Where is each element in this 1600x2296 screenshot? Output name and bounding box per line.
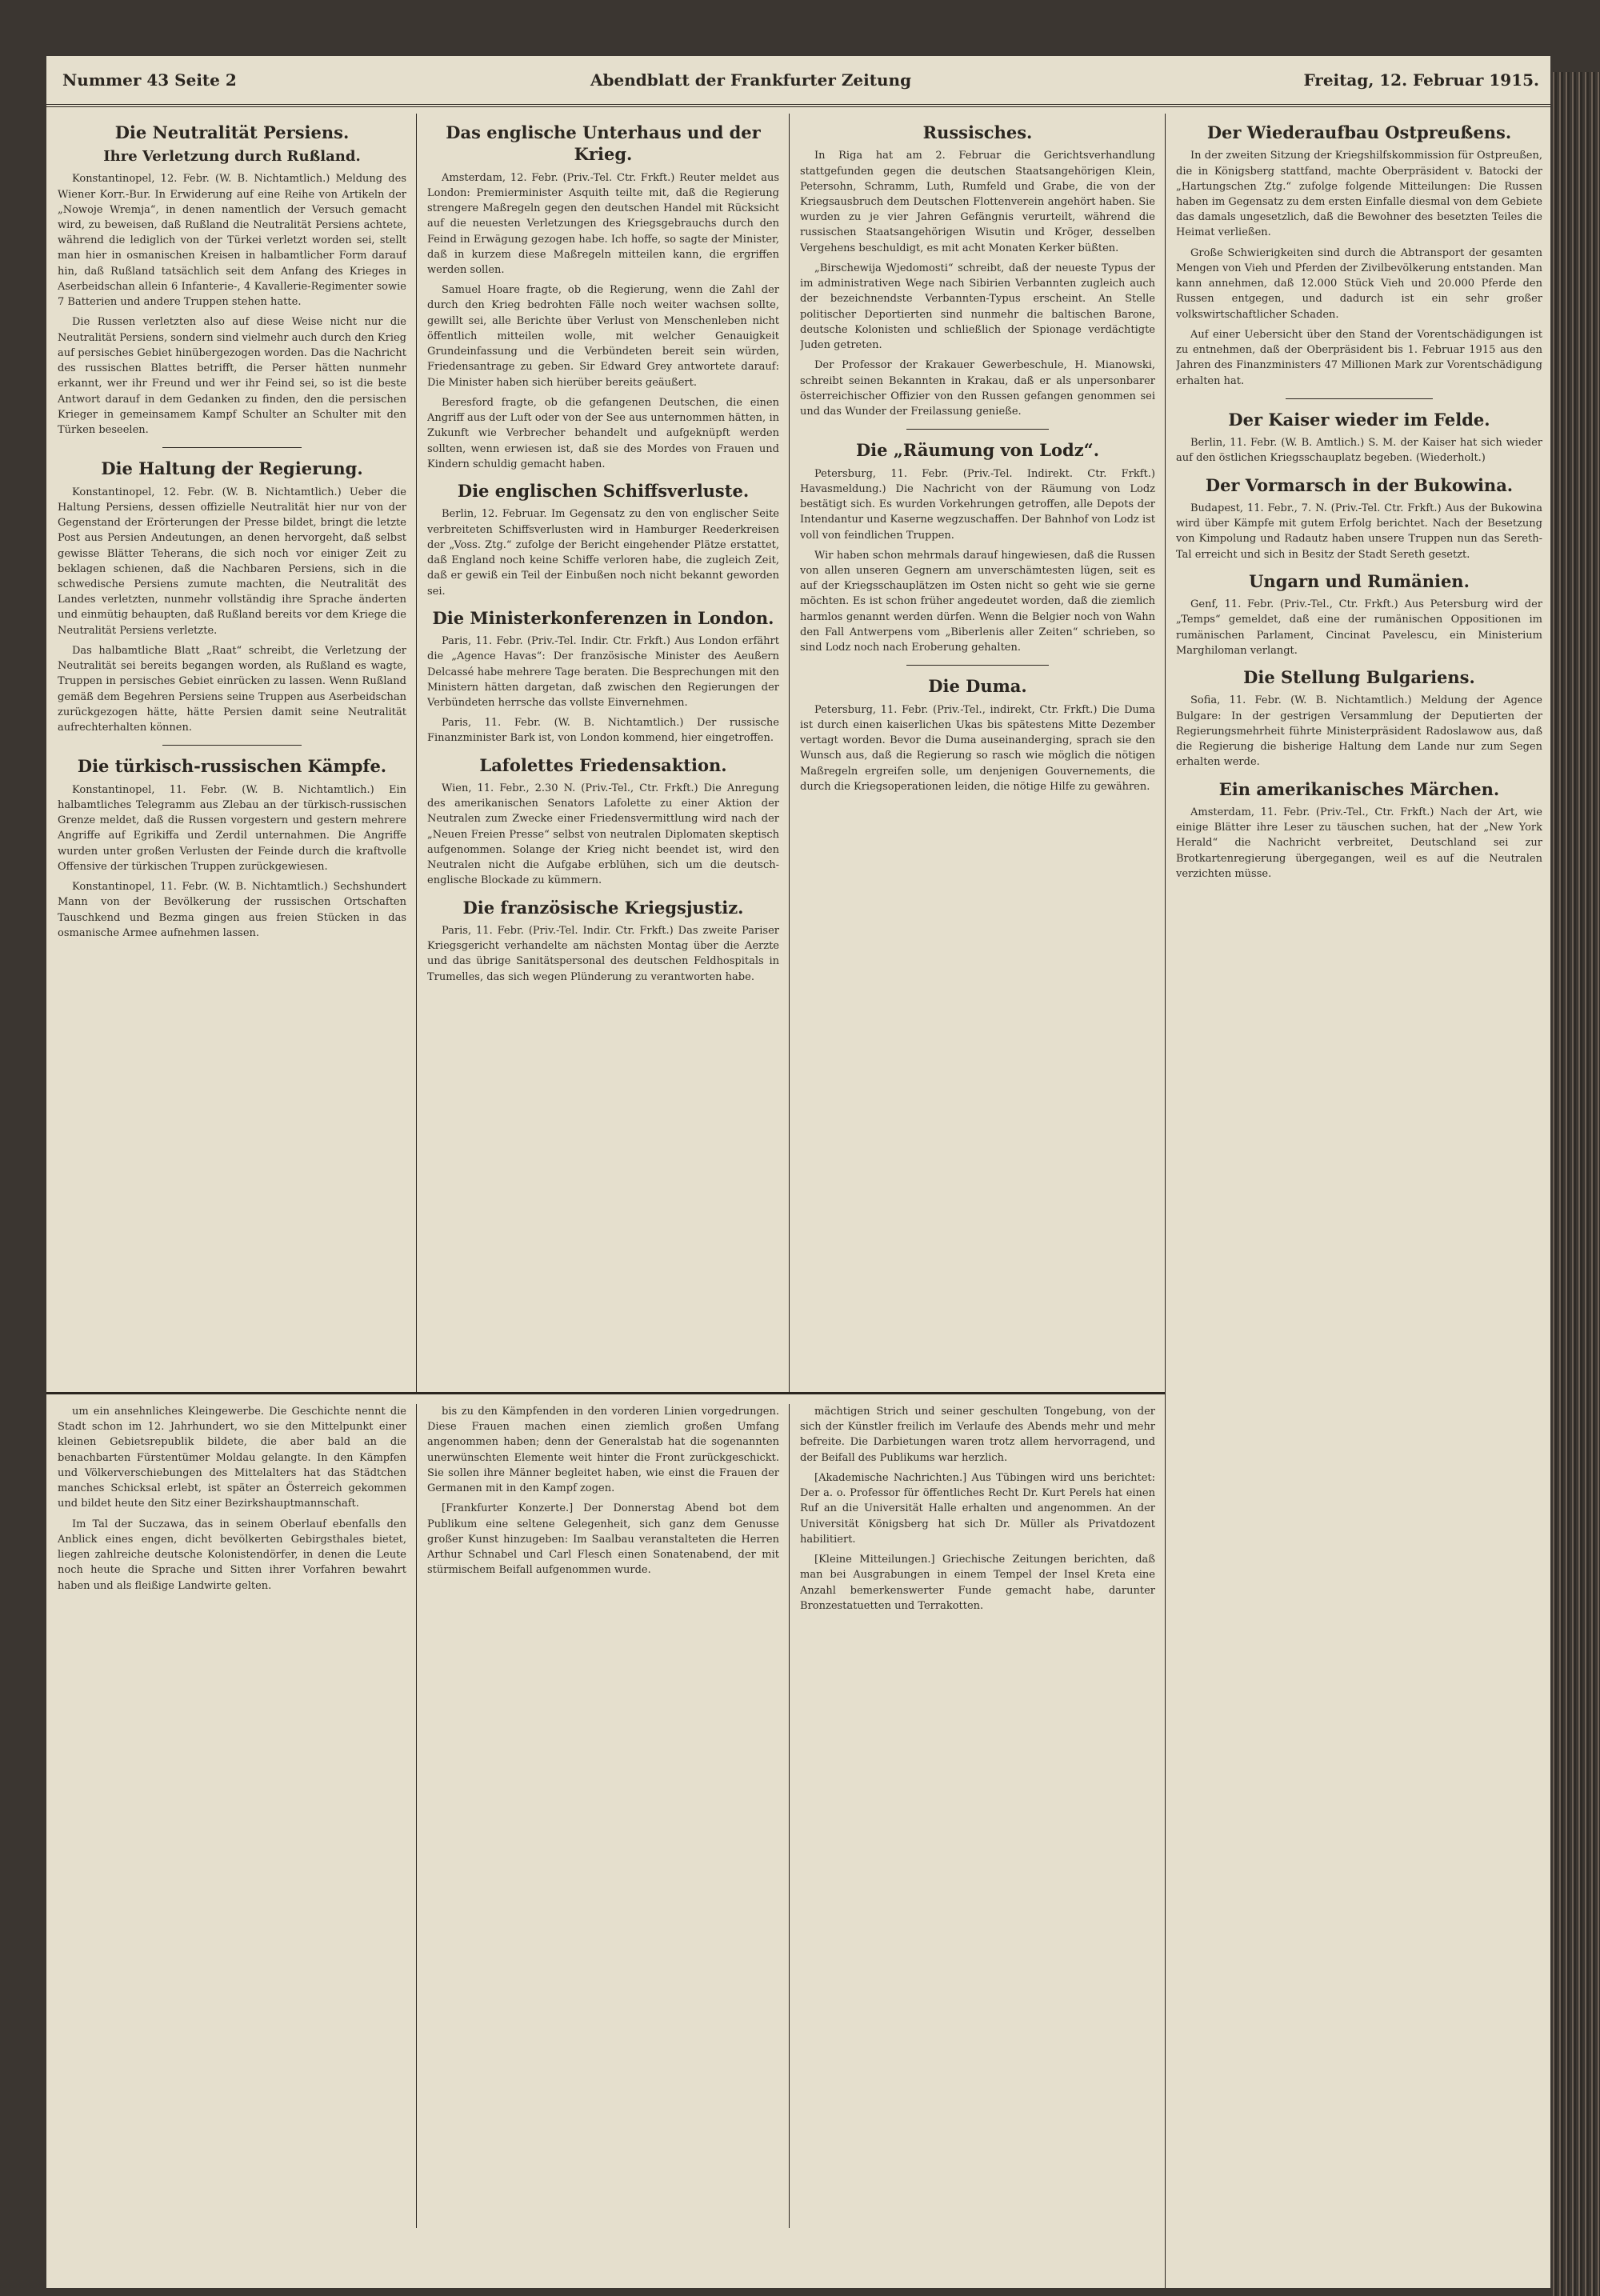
feuilleton-column-2 [427,1404,779,2228]
paper-title: Abendblatt der Frankfurter Zeitung [590,70,912,90]
article-paragraph: „Birschewija Wjedomosti“ schreibt, daß der neueste Typus der im administrativen Wege nach Sibirien Verbannten zugleich auch der bezeichnendste Verbannten-Typus erscheint. An Stelle politischer Deportierten sind nunmehr die baltischen Barone, deutsche Kolonisten und schließlich der Spionage verdächtigte Juden getreten. [800,262,1155,352]
headline-ungarn-rumaenien: Ungarn und Rumänien. [1249,570,1470,591]
feuilleton-paragraph: [Akademische Nachrichten.] Aus Tübingen wird uns berichtet: Der a. o. Professor für öffentliches Recht Dr. Kurt Perels hat einen Ruf an die Universität Halle erhalten und angenommen. An der Universität Königsberg hat sich Dr. Müller als Privatdozent habilitiert. [800,1471,1155,1546]
article-paragraph: Samuel Hoare fragte, ob die Regierung, wenn die Zahl der durch den Krieg bedrohten Fälle noch weiter wachsen sollte, gewillt sei, alle Berichte über Verlust von Menschenleben nicht öffentlich mitteilen wolle, mit welcher Genauigkeit Grundeinfassung und die Verbündeten bereit sein würden, Friedensantrage zu geben. Sir Edward Grey antwortete darauf: Die Minister haben sich hierüber bereits geäußert. [427,284,779,389]
article-paragraph: Die Russen verletzten also auf diese Weise nicht nur die Neutralität Persiens, sondern sind vielmehr auch durch den Krieg auf persisches Gebiet hinübergezogen worden. Das die Nachricht des russischen Blattes betrifft, die Perser hätten nunmehr erkannt, wer ihr Freund und wer ihr Feind sei, so ist die beste Antwort darauf in dem Gedanken zu finden, den die persischen Krieger in gemeinsamem Kampf Schulter an Schulter mit den Türken beseelen. [58,316,406,437]
article-paragraph: Berlin, 12. Februar. Im Gegensatz zu den von englischer Seite verbreiteten Schiffsverlusten wird in Hamburger Reederkreisen der „Voss. Ztg.“ zufolge der Bericht eingehender Plätze erstattet, daß England noch keine Schiffe verloren habe, die zugleich Zeit, daß er gewiß ein Teil der Einbußen noch nicht bekannt geworden sei. [427,508,779,598]
masthead [46,56,1550,107]
article-paragraph: Große Schwierigkeiten sind durch die Abtransport der gesamten Mengen von Vieh und Pferden der Zivilbevölkerung entstanden. Man kann annehmen, daß 12.000 Stück Vieh und 20.000 Pferde den Russen entgegen, und dadurch ist ein sehr großer volkswirtschaftlicher Schaden. [1176,246,1542,321]
column-3 [800,114,1155,1386]
article-paragraph: Sofia, 11. Febr. (W. B. Nichtamtlich.) Meldung der Agence Bulgare: In der gestrigen Versammlung der Deputierten der Regierungsmehrheit führte Ministerpräsident Radoslawow aus, daß die Regierung die bisherige Haltung dem Lande nur zum Segen erhalten werde. [1176,694,1542,769]
feuilleton-rule [46,1392,1165,1394]
article-paragraph: Petersburg, 11. Febr. (Priv.-Tel., indirekt, Ctr. Frkft.) Die Duma ist durch einen kaiserlichen Ukas bis spätestens Mitte Dezember vertagt worden. Bevor die Duma auseinanderging, sprach sie den Wunsch aus, daß die Regierung so rasch wie möglich die nötigen Maßregeln ergreifen solle, um denjenigen Gouvernements, die durch die Kriegsoperationen leiden, die nötige Hilfe zu gewähren. [800,703,1155,793]
article-paragraph: Konstantinopel, 11. Febr. (W. B. Nichtamtlich.) Ein halbamtliches Telegramm aus Zlebau an der türkisch-russischen Grenze meldet, daß die Russen vorgestern und gestern mehrere Angriffe auf Egrikiffa und Zerdil unternahmen. Die Angriffe wurden unter großen Verlusten der Feinde durch die kraftvolle Offensive der türkischen Truppen zurückgewiesen. [58,783,406,873]
headline-ministerkonferenzen: Die Ministerkonferenzen in London. [432,607,774,628]
article-paragraph: In der zweiten Sitzung der Kriegshilfskommission für Ostpreußen, die in Königsberg stattfand, machte Oberpräsident v. Batocki der „Hartungschen Ztg.“ zufolge folgende Mitteilungen: Die Russen haben im Gegensatz zu dem ersten Einfalle diesmal von dem Gebiete das damals ungesetzlich, daß die Bewohner des besetzten Teiles die Heimat verließen. [1176,150,1542,239]
article-paragraph: Berlin, 11. Febr. (W. B. Amtlich.) S. M. der Kaiser hat sich wieder auf den östlichen Kriegsschauplatz begeben. (Wiederholt.) [1176,437,1542,465]
article-separator [162,447,302,448]
issue-number: Nummer 43 Seite 2 [62,70,237,90]
newspaper-page [46,56,1550,2288]
binding-edge [1550,72,1600,2296]
headline-neutralitaet: Die Neutralität Persiens. [114,122,350,142]
article-paragraph: Beresford fragte, ob die gefangenen Deutschen, die einen Angriff aus der Luft oder von der See aus unternommen hätten, in Zukunft wie Verbrecher behandelt und aufgeknüpft werden sollten, wenn erwiesen ist, daß sie des Mordes von Frauen und Kindern schuldig gemacht haben. [427,396,779,470]
article-paragraph: Paris, 11. Febr. (Priv.-Tel. Indir. Ctr. Frkft.) Das zweite Pariser Kriegsgericht verhandelte am nächsten Montag über die Aerzte und das übrige Sanitätspersonal des deutschen Feldhospitals in Trumelles, das sich wegen Plünderung zu verantworten habe. [427,924,779,983]
headline-tuerkisch-russische-kaempfe: Die türkisch-russischen Kämpfe. [77,756,387,777]
article-separator [906,665,1049,666]
article-paragraph: Amsterdam, 12. Febr. (Priv.-Tel. Ctr. Frkft.) Reuter meldet aus London: Premierminister Asquith teilte mit, daß die Regierung strengere Maßregeln gegen den deutschen Handel mit Rücksicht auf die neuesten Verletzungen des Kriegsgebrauchs durch den Feind in Erwägung gezogen habe. Ich hoffe, so sagte der Minister, daß in kurzem diese Maßregeln mitteilen kann, die ergriffen werden sollen. [427,171,779,276]
headline-wiederaufbau: Der Wiederaufbau Ostpreußens. [1206,122,1512,142]
article-paragraph: Konstantinopel, 11. Febr. (W. B. Nichtamtlich.) Sechshundert Mann von der Bevölkerung der russischen Ortschaften Tauschkend und Bezma gingen aus freien Stücken in das osmanische Armee aufnehmen lassen. [58,881,406,939]
feuilleton-column-3 [800,1404,1155,2228]
article-separator [1286,398,1432,399]
article-paragraph: Konstantinopel, 12. Febr. (W. B. Nichtamtlich.) Ueber die Haltung Persiens, dessen offizielle Neutralität hier nur von der Gegenstand der Erörterungen der Presse bildet, bringt die letzte Post aus Persien Andeutungen, an denen hervorgeht, daß selbst gewisse Blätter Teherans, die sich noch vor einiger Zeit zu beklagen schienen, daß die Nachbaren Persiens, sich in die schwedische Persiens zumute machten, die Neutralität des Landes verletzten, nunmehr vollständig ihre Sprache änderten und einmütig behaupten, daß Rußland bereits vor dem Kriege die Neutralität Persiens verletzte. [58,486,406,637]
article-separator [906,429,1049,430]
column-1 [58,114,406,1386]
article-separator [162,745,302,746]
feuilleton-paragraph: Im Tal der Suczawa, das in seinem Oberlauf ebenfalls den Anblick eines engen, dicht bevölkerten Gebirgsthales bietet, liegen zahlreiche deutsche Kolonistendörfer, in denen die Leute noch heute die Sprache und Sitten ihrer Vorfahren bewahrt haben und als fleißige Landwirte gelten. [58,1518,406,1592]
column-rule [789,114,790,1394]
article-paragraph: Budapest, 11. Febr., 7. N. (Priv.-Tel. Ctr. Frkft.) Aus der Bukowina wird über Kämpfe mit gutem Erfolg berichtet. Nach der Besetzung von Kimpolung und Radautz haben unsere Truppen nun das Sereth-Tal erreicht und sich in Besitz der Stadt Sereth gesetzt. [1176,502,1542,561]
article-paragraph: Das halbamtliche Blatt „Raat“ schreibt, die Verletzung der Neutralität sei bereits begangen worden, als Rußland es wagte, Truppen in persisches Gebiet einrücken zu lassen. Wenn Rußland gemäß dem Begehren Persiens seine Truppen aus Aserbeidschan zurückgezogen hätte, hätte Persien damit seine Neutralität aufrechterhalten können. [58,644,406,734]
article-paragraph: In Riga hat am 2. Februar die Gerichtsverhandlung stattgefunden gegen die deutschen Staatsangehörigen Klein, Petersohn, Schramm, Luth, Rumfeld und Grabe, die von der Kriegsausbruch dem Deutschen Flottenverein angehört haben. Sie wurden zu je vier Jahren Gefängnis verurteilt, während die russischen Staatsangehörigen Wisutin und Kröger, desselben Vergehens beschuldigt, es mit acht Monaten Kerker büßten. [800,150,1155,254]
headline-stellung-bulgariens: Die Stellung Bulgariens. [1243,667,1475,688]
subhead-verletzung: Ihre Verletzung durch Rußland. [103,148,361,166]
feuilleton-paragraph: um ein ansehnliches Kleingewerbe. Die Geschichte nennt die Stadt schon im 12. Jahrhundert, wo sie den Mittelpunkt einer kleinen Gebietsrepublik bildete, die aber bald an die benachbarten Fürstentümer Moldau gelangte. In den Kämpfen und Völkerverschiebungen des Mittelalters hat das Städtchen manches Schicksal erlebt, ist später an Österreich gekommen und bildet heute den Sitz einer Bezirkshauptmannschaft. [58,1406,406,1510]
feuilleton-paragraph: mächtigen Strich und seiner geschulten Tongebung, von der sich der Künstler freilich im Verlaufe des Abends mehr und mehr befreite. Die Darbietungen waren trotz allem hervorragend, und der Beifall des Publikums war herzlich. [800,1406,1155,1464]
feuilleton-paragraph: bis zu den Kämpfenden in den vorderen Linien vorgedrungen. Diese Frauen machen einen ziemlich großen Umfang angenommen haben; denn der Generalstab hat die sogenannten unerwünschten Elemente weit hinter die Front zurückgeschickt. Sie sollen ihre Männer begleitet haben, wie einst die Frauen der Germanen mit in den Kampf zogen. [427,1406,779,1495]
headline-duma: Die Duma. [928,676,1027,697]
column-4 [1176,114,1542,2282]
feuilleton-column-1 [58,1404,406,2228]
article-paragraph: Wien, 11. Febr., 2.30 N. (Priv.-Tel., Ctr. Frkft.) Die Anregung des amerikanischen Senators Lafolette zu einer Aktion der Neutralen zum Zwecke einer Friedensvermittlung wird nach der „Neuen Freien Presse“ selbst von neutralen Diplomaten skeptisch aufgenommen. Solange der Krieg nicht beendet ist, wird den Neutralen nicht die Aufgabe erblühen, sich um die deutsch-englische Blockade zu kümmern. [427,782,779,887]
column-rule [789,1404,790,2228]
article-paragraph: Genf, 11. Febr. (Priv.-Tel., Ctr. Frkft.) Aus Petersburg wird der „Temps“ gemeldet, daß eine der rumänischen Oppositionen im rumänischen Parlament, Cincinat Pavelescu, ein Ministerium Marghiloman verlangt. [1176,598,1542,657]
column-rule [416,114,417,1394]
feuilleton-paragraph: [Frankfurter Konzerte.] Der Donnerstag Abend bot dem Publikum eine seltene Gelegenheit, sich ganz dem Genusse großer Kunst hinzugeben: Im Saalbau veranstalteten die Herren Arthur Schnabel und Carl Flesch einen Sonatenabend, der mit stürmischem Beifall aufgenommen wurde. [427,1502,779,1577]
feuilleton-paragraph: [Kleine Mitteilungen.] Griechische Zeitungen berichten, daß man bei Ausgrabungen in einem Tempel der Insel Kreta eine Anzahl bemerkenswerter Funde gemacht habe, darunter Bronzestatuetten und Terrakotten. [800,1554,1155,1612]
headline-friedensaktion: Lafolettes Friedensaktion. [479,754,727,775]
headline-unterhaus: Das englische Unterhaus und der Krieg. [446,122,761,165]
article-paragraph: Wir haben schon mehrmals darauf hingewiesen, daß die Russen von allen unseren Gegnern am unverschämtesten lügen, seit es auf der Kriegsschauplätzen im Osten nicht so geht wie sie gerne möchten. Es ist schon früher angedeutet worden, daß die ziemlich harmlos genannt werden dürfen. Wenn die Belgier noch von Wahn den Fall Antwerpens vom „Biberlenis aller Zeiten“ schrieben, so sind Lodz noch nach Eroberung gehalten. [800,549,1155,654]
headline-schiffsverluste: Die englischen Schiffsverluste. [457,481,750,502]
article-paragraph: Der Professor der Krakauer Gewerbeschule, H. Mianowski, schreibt seinen Bekannten in Krakau, daß er als unpersonbarer österreichischer Offizier von den Russen gefangen genommen sei und das Wunder der Freilassung genieße. [800,359,1155,418]
column-2 [427,114,779,1386]
column-rule [1165,114,1166,2288]
headline-raeumung-lodz: Die „Räumung von Lodz“. [855,440,1100,461]
headline-kriegsjustiz: Die französische Kriegsjustiz. [462,897,744,918]
article-paragraph: Paris, 11. Febr. (W. B. Nichtamtlich.) Der russische Finanzminister Bark ist, von London kommend, hier eingetroffen. [427,717,779,745]
headline-russisches: Russisches. [922,122,1033,142]
headline-haltung-regierung: Die Haltung der Regierung. [101,458,363,479]
column-rule [416,1404,417,2228]
headline-kaiser-im-felde: Der Kaiser wieder im Felde. [1228,409,1490,430]
article-paragraph: Auf einer Uebersicht über den Stand der Vorentschädigungen ist zu entnehmen, daß der Oberpräsident bis 1. Februar 1915 aus den Jahren des Finanzministers 47 Millionen Mark zur Vorentschädigung erhalten hat. [1176,328,1542,387]
headline-vormarsch-bukowina: Der Vormarsch in der Bukowina. [1205,474,1514,495]
issue-date: Freitag, 12. Februar 1915. [1303,70,1539,90]
article-paragraph: Amsterdam, 11. Febr. (Priv.-Tel., Ctr. Frkft.) Nach der Art, wie einige Blätter ihre Leser zu täuschen suchen, hat der „New York Herald“ die Nachricht verbreitet, Deutschland sei zur Brotkartenregierung übergegangen, weil es auf die Neutralen verzichten müsse. [1176,806,1542,880]
headline-amerikanisches-maerchen: Ein amerikanisches Märchen. [1218,778,1500,799]
article-paragraph: Paris, 11. Febr. (Priv.-Tel. Indir. Ctr. Frkft.) Aus London erfährt die „Agence Havas“: Der französische Minister des Aeußern Delcassé habe mehrere Tage beraten. Die Besprechungen mit den Ministern hätten dargetan, daß zwischen den Regierungen der Verbündeten herrsche das vollste Einvernehmen. [427,635,779,709]
article-paragraph: Petersburg, 11. Febr. (Priv.-Tel. Indirekt. Ctr. Frkft.) Havasmeldung.) Die Nachricht von der Räumung von Lodz bestätigt sich. Es wurden Vorkehrungen getroffen, alle Depots der Intendantur und Kaserne wegzuschaffen. Der Bahnhof von Lodz ist voll von feindlichen Truppen. [800,467,1155,542]
article-paragraph: Konstantinopel, 12. Febr. (W. B. Nichtamtlich.) Meldung des Wiener Korr.-Bur. In Erwiderung auf eine Reihe von Artikeln der „Nowoje Wremja“, in denen namentlich der Versuch gemacht wird, zu beweisen, daß Rußland die Neutralität Persiens achtete, während die lediglich von der Türkei verletzt worden sei, stellt man hier in osmanischen Kreisen in halbamtlicher Form darauf hin, daß Rußland tatsächlich seit dem Anfang des Krieges in Aserbeidschan allein 6 Infanterie-, 4 Kavallerie-Regimenter sowie 7 Batterien und andere Truppen stehen hatte. [58,173,406,309]
